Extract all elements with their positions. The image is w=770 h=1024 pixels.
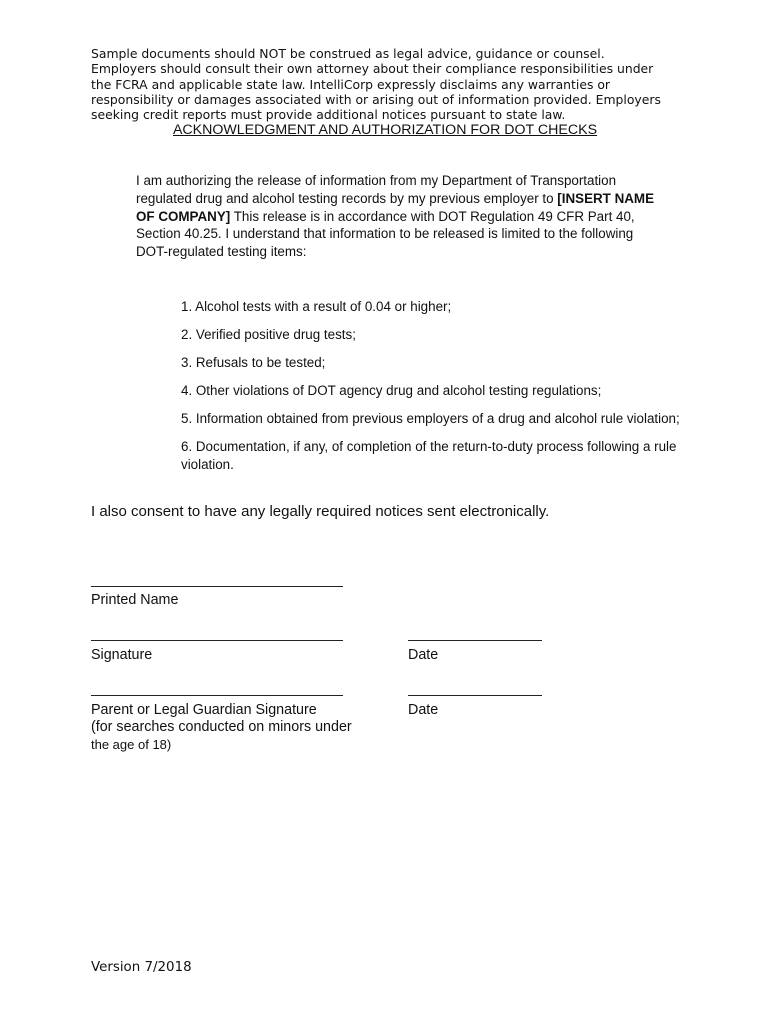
company-name-placeholder: OF COMPANY] xyxy=(136,208,231,224)
guardian-date-label: Date xyxy=(408,702,439,718)
version-footer: Version 7/2018 xyxy=(91,960,192,975)
printed-name-field[interactable] xyxy=(91,586,343,587)
list-item: 4. Other violations of DOT agency drug and alcohol testing regulations; xyxy=(181,383,602,398)
company-name-placeholder: [INSERT NAME xyxy=(557,190,655,206)
guardian-date-field[interactable] xyxy=(408,695,542,696)
signature-field[interactable] xyxy=(91,640,343,641)
guardian-label-line: (for searches conducted on minors under xyxy=(91,719,352,735)
signature-label: Signature xyxy=(91,647,153,663)
disclaimer-line: seeking credit reports must provide additional notices pursuant to state law. xyxy=(91,107,566,123)
guardian-label-line: Parent or Legal Guardian Signature xyxy=(91,702,317,718)
intro-text: regulated drug and alcohol testing records by my previous employer to xyxy=(136,190,558,206)
list-item: 6. Documentation, if any, of completion of the return-to-duty process following a rule violation. xyxy=(181,439,677,472)
legal-disclaimer xyxy=(91,46,691,122)
document-title: ACKNOWLEDGMENT AND AUTHORIZATION FOR DOT CHECKS xyxy=(172,122,598,138)
guardian-signature-field[interactable] xyxy=(91,695,343,696)
guardian-signature-label xyxy=(91,702,352,754)
disclaimer-line: Sample documents should NOT be construed as legal advice, guidance or counsel. xyxy=(91,46,605,61)
electronic-consent-statement: I also consent to have any legally required notices sent electronically. xyxy=(91,503,550,520)
guardian-label-line: the age of 18) xyxy=(91,737,172,752)
intro-text: DOT-regulated testing items: xyxy=(136,244,307,260)
intro-text: Section 40.25. I understand that information to be released is limited to the following xyxy=(136,226,634,242)
list-item: 1. Alcohol tests with a result of 0.04 or higher; xyxy=(181,299,452,314)
date-field[interactable] xyxy=(408,640,542,641)
printed-name-label: Printed Name xyxy=(91,592,179,608)
intro-text: This release is in accordance with DOT Regulation 49 CFR Part 40, xyxy=(230,208,635,224)
disclaimer-line: responsibility or damages associated with or arising out of information provided. Employers xyxy=(91,91,661,107)
disclaimer-line: the FCRA and applicable state law. IntelliCorp expressly disclaims any warranties or xyxy=(91,76,611,92)
testing-items-list xyxy=(181,298,681,484)
list-item: 5. Information obtained from previous employers of a drug and alcohol rule violation; xyxy=(181,411,680,426)
date-label: Date xyxy=(408,647,439,663)
disclaimer-line: Employers should consult their own attorney about their compliance responsibilities under xyxy=(91,61,654,77)
intro-text: I am authorizing the release of information from my Department of Transportation xyxy=(136,173,617,188)
authorization-paragraph xyxy=(136,172,696,261)
list-item: 2. Verified positive drug tests; xyxy=(181,327,356,342)
list-item: 3. Refusals to be tested; xyxy=(181,355,326,370)
